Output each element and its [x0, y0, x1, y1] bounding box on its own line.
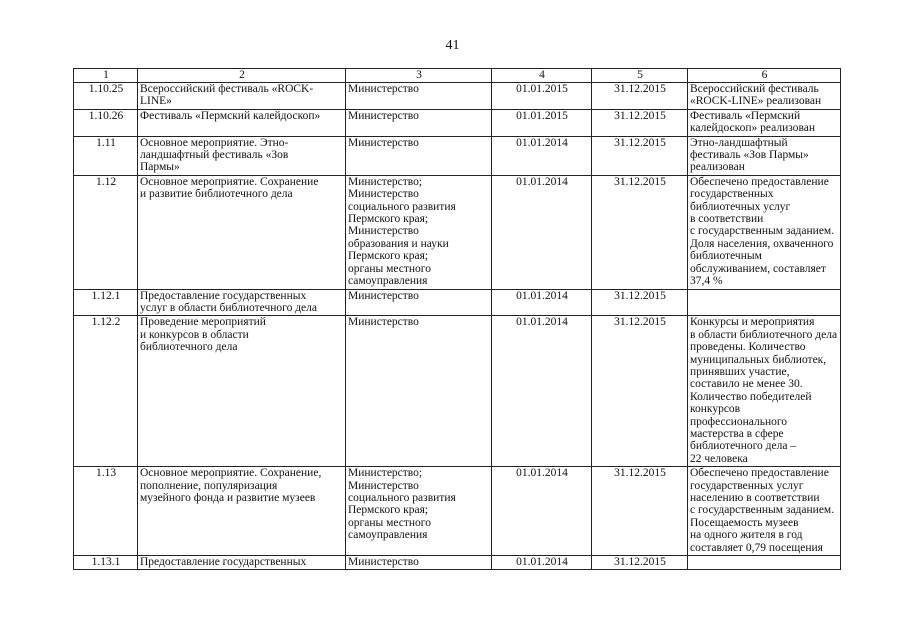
row-activity: Предоставление государственных [138, 556, 346, 570]
row-activity: Основное мероприятие. Этно- ландшафтный фестиваль «Зов Пармы» [138, 136, 346, 175]
row-start-date: 01.01.2014 [492, 467, 592, 556]
column-header: 3 [346, 69, 492, 83]
row-executor: Министерство; Министерство социального развития Пермского края; Министерство образования и науки Пермского края; органы местного самоуправления [346, 175, 492, 289]
row-result: Всероссийский фестиваль «ROCK-LINE» реализован [688, 83, 841, 110]
row-result: Конкурсы и мероприятия в области библиотечного дела проведены. Количество муниципальных библиотек, принявших участие, составило не менее 30. Количество победителей конкурсов профессионального мастерства в сфере библиотечного дела – 22 человека [688, 316, 841, 467]
row-result: Фестиваль «Пермский калейдоскоп» реализован [688, 109, 841, 136]
row-end-date: 31.12.2015 [592, 109, 688, 136]
table-row [74, 136, 841, 175]
row-result: Этно-ландшафтный фестиваль «Зов Пармы» реализован [688, 136, 841, 175]
row-executor: Министерство [346, 109, 492, 136]
row-executor: Министерство [346, 316, 492, 467]
column-header: 5 [592, 69, 688, 83]
row-number: 1.13.1 [74, 556, 138, 570]
row-activity: Проведение мероприятий и конкурсов в области библиотечного дела [138, 316, 346, 467]
activities-table [73, 68, 841, 570]
row-activity: Основное мероприятие. Сохранение и развитие библиотечного дела [138, 175, 346, 289]
row-start-date: 01.01.2014 [492, 316, 592, 467]
row-number: 1.10.26 [74, 109, 138, 136]
row-start-date: 01.01.2014 [492, 556, 592, 570]
row-number: 1.11 [74, 136, 138, 175]
row-end-date: 31.12.2015 [592, 289, 688, 316]
table-row [74, 109, 841, 136]
table-row [74, 289, 841, 316]
row-activity: Всероссийский фестиваль «ROCK- LINE» [138, 83, 346, 110]
row-end-date: 31.12.2015 [592, 83, 688, 110]
row-activity: Основное мероприятие. Сохранение, пополнение, популяризация музейного фонда и развитие музеев [138, 467, 346, 556]
row-number: 1.12 [74, 175, 138, 289]
row-end-date: 31.12.2015 [592, 316, 688, 467]
row-executor: Министерство [346, 136, 492, 175]
row-executor: Министерство; Министерство социального развития Пермского края; органы местного самоуправления [346, 467, 492, 556]
row-result: Обеспечено предоставление государственных библиотечных услуг в соответствии с государственным заданием. Доля населения, охваченного библиотечным обслуживанием, составляет 37,4 % [688, 175, 841, 289]
row-end-date: 31.12.2015 [592, 175, 688, 289]
row-start-date: 01.01.2014 [492, 175, 592, 289]
row-start-date: 01.01.2015 [492, 109, 592, 136]
row-executor: Министерство [346, 83, 492, 110]
row-end-date: 31.12.2015 [592, 556, 688, 570]
column-header: 2 [138, 69, 346, 83]
row-number: 1.12.1 [74, 289, 138, 316]
row-result [688, 289, 841, 316]
row-result: Обеспечено предоставление государственных услуг населению в соответствии с государственным заданием. Посещаемость музеев на одного жителя в год составляет 0,79 посещения [688, 467, 841, 556]
column-header: 4 [492, 69, 592, 83]
table-row [74, 467, 841, 556]
row-start-date: 01.01.2015 [492, 83, 592, 110]
row-activity: Фестиваль «Пермский калейдоскоп» [138, 109, 346, 136]
row-number: 1.12.2 [74, 316, 138, 467]
table-row [74, 316, 841, 467]
row-start-date: 01.01.2014 [492, 136, 592, 175]
row-end-date: 31.12.2015 [592, 467, 688, 556]
column-header: 6 [688, 69, 841, 83]
row-executor: Министерство [346, 556, 492, 570]
row-start-date: 01.01.2014 [492, 289, 592, 316]
row-end-date: 31.12.2015 [592, 136, 688, 175]
table-header-row [74, 69, 841, 83]
row-number: 1.13 [74, 467, 138, 556]
table-row [74, 175, 841, 289]
row-activity: Предоставление государственных услуг в области библиотечного дела [138, 289, 346, 316]
table-row [74, 556, 841, 570]
row-number: 1.10.25 [74, 83, 138, 110]
column-header: 1 [74, 69, 138, 83]
page-number: 41 [445, 38, 460, 53]
table-row [74, 83, 841, 110]
row-executor: Министерство [346, 289, 492, 316]
row-result [688, 556, 841, 570]
